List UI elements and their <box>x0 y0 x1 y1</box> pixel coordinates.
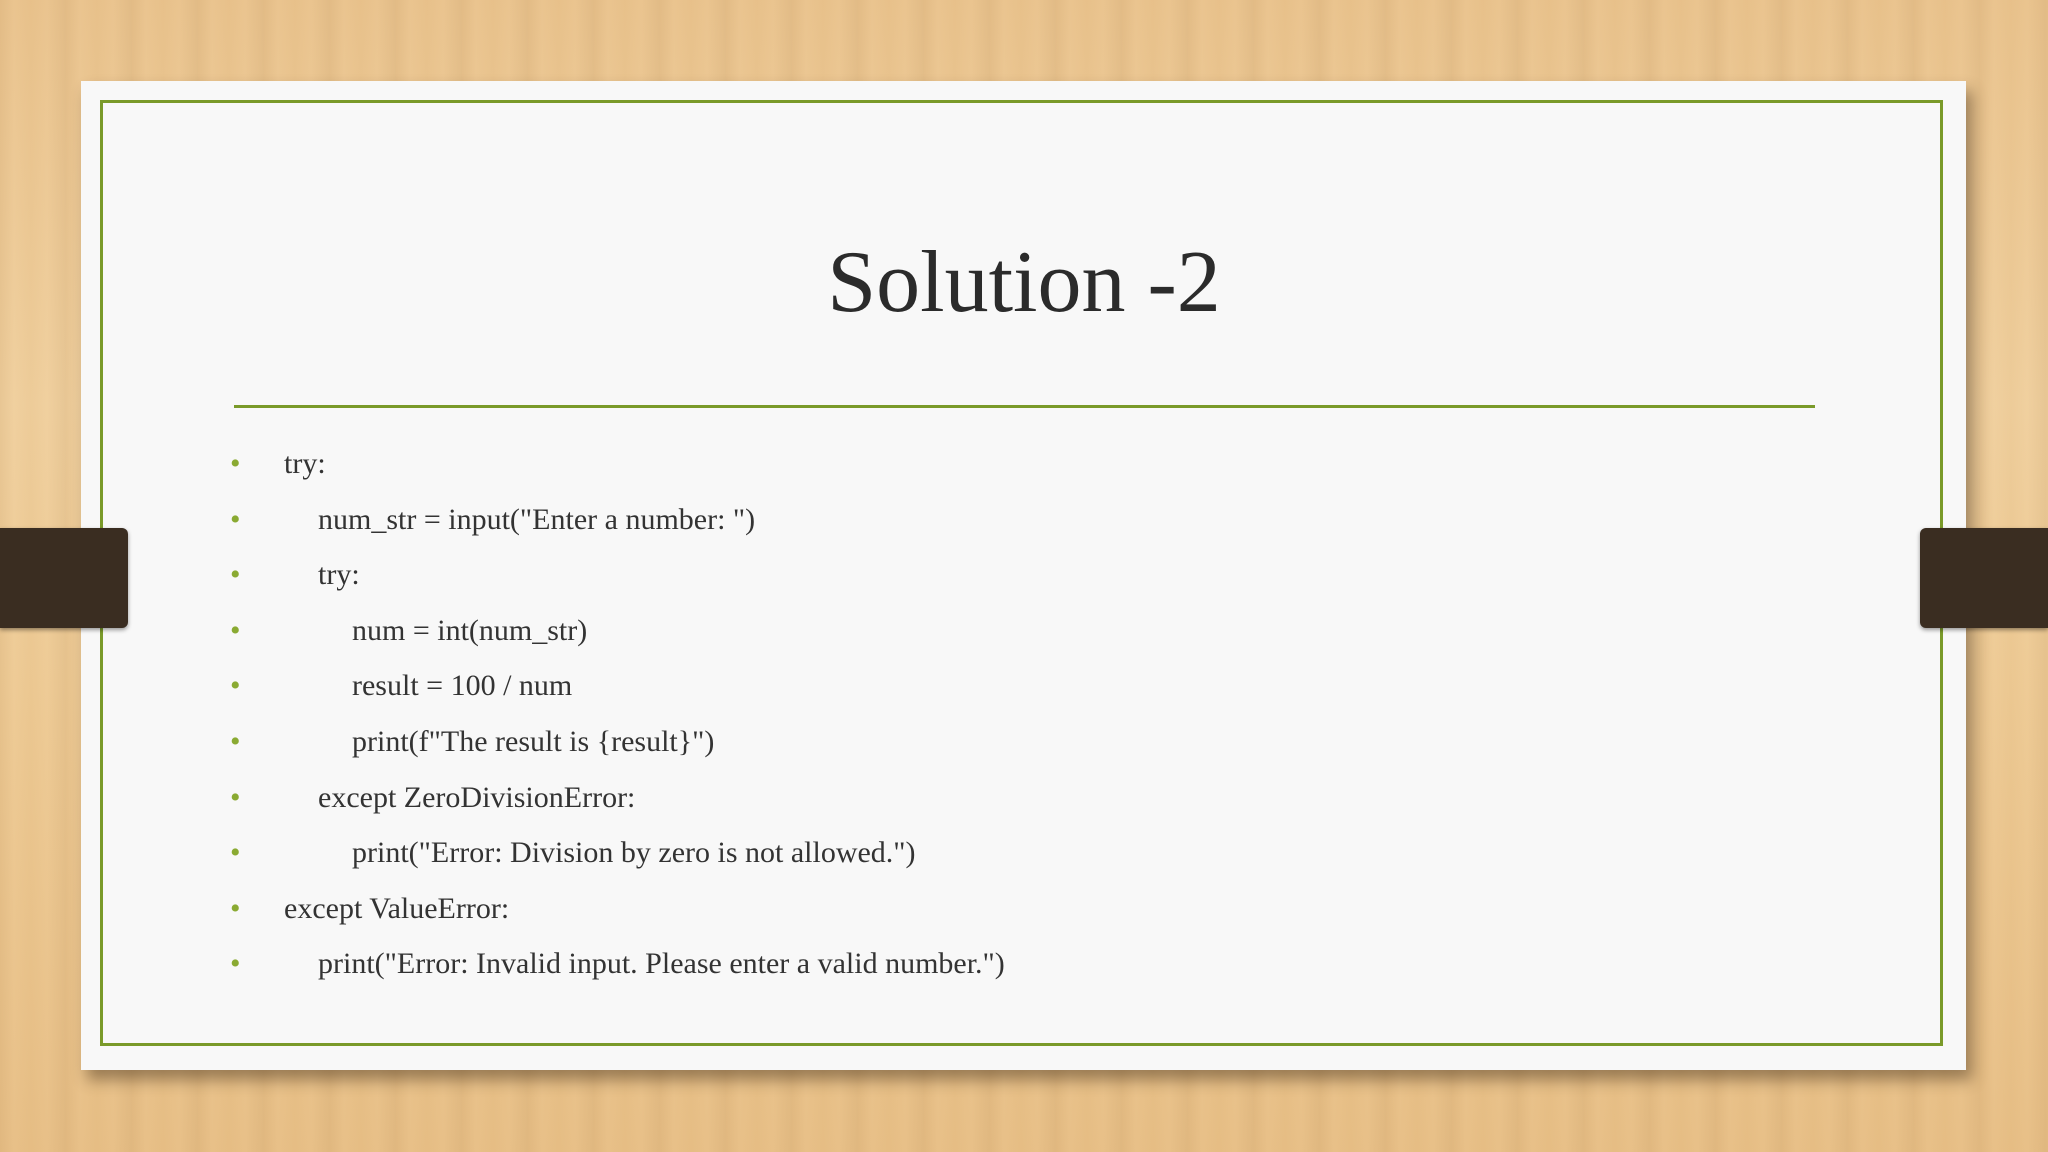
code-line-text: num_str = input("Enter a number: ") <box>318 502 756 536</box>
bullet-icon: • <box>230 447 241 480</box>
bullet-icon: • <box>230 613 241 647</box>
code-line-text: result = 100 / num <box>352 669 573 703</box>
code-line-text: print(f"The result is {result}") <box>352 724 715 758</box>
code-line-text: except ValueError: <box>284 891 510 925</box>
binder-clip-left <box>0 528 128 628</box>
bullet-icon: • <box>230 502 241 536</box>
code-line-text: except ZeroDivisionError: <box>318 780 636 814</box>
code-line-text: print("Error: Division by zero is not allowed.") <box>352 836 916 870</box>
bullet-icon: • <box>230 947 241 981</box>
title-divider <box>234 405 1815 408</box>
slide-title: Solution -2 <box>827 234 1221 331</box>
bullet-icon: • <box>230 724 241 758</box>
bullet-icon: • <box>230 780 241 814</box>
code-line-text: print("Error: Invalid input. Please enter a valid number.") <box>318 947 1005 981</box>
bullet-icon: • <box>230 669 241 703</box>
code-line-text: try: <box>284 447 326 480</box>
bullet-icon: • <box>230 558 241 592</box>
code-line-text: try: <box>318 558 360 592</box>
binder-clip-right <box>1920 528 2048 628</box>
code-line-text: num = int(num_str) <box>352 613 588 647</box>
bullet-icon: • <box>230 891 241 925</box>
bullet-icon: • <box>230 836 241 870</box>
